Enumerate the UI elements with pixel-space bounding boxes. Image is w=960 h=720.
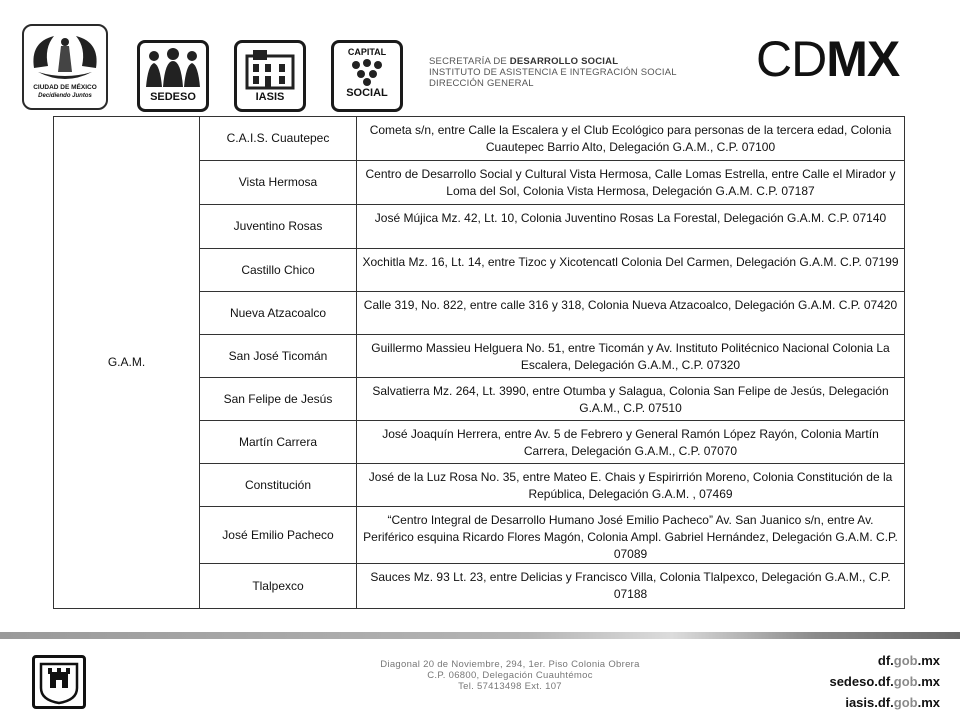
people-group-icon: [140, 47, 206, 89]
community-centers-table: [53, 116, 905, 609]
capital-social-logo: [331, 40, 403, 112]
city-shield-logo: [32, 655, 86, 709]
center-address-cell: Xochitla Mz. 16, Lt. 14, entre Tizoc y Xicotencatl Colonia Del Carmen, Delegación G.A.M. C.P. 07199: [357, 249, 905, 292]
link-sedeso[interactable]: sedeso.df.gob.mx: [829, 674, 940, 689]
center-name-cell: Tlalpexco: [200, 564, 357, 609]
sedeso-logo: [137, 40, 209, 112]
capital-social-line2: SOCIAL: [346, 87, 388, 99]
header-secretaria: SECRETARÍA DE DESARROLLO SOCIAL: [429, 56, 619, 67]
sedeso-logo-label: SEDESO: [150, 91, 196, 103]
link-df[interactable]: df.gob.mx: [877, 653, 940, 668]
center-name-cell: José Emilio Pacheco: [200, 507, 357, 564]
shield-icon: [35, 658, 83, 706]
cdmx-city-logo: [22, 24, 108, 110]
iasis-logo-label: IASIS: [255, 91, 285, 103]
delegation-cell: G.A.M.: [54, 117, 200, 609]
center-address-cell: José Mújica Mz. 42, Lt. 10, Colonia Juventino Rosas La Forestal, Delegación G.A.M. C.P. 07140: [357, 205, 905, 249]
center-address-cell: Calle 319, No. 822, entre calle 316 y 318, Colonia Nueva Atzacoalco, Delegación G.A.M. C.P. 07420: [357, 292, 905, 335]
center-name-cell: Nueva Atzacoalco: [200, 292, 357, 335]
center-address-cell: Centro de Desarrollo Social y Cultural Vista Hermosa, Calle Lomas Estrella, entre Calle el Mirador y Loma del Sol, Colonia Vista Hermosa, Delegación G.A.M. C.P. 07187: [357, 161, 905, 205]
center-name-cell: Castillo Chico: [200, 249, 357, 292]
header-direccion: DIRECCIÓN GENERAL: [429, 78, 534, 89]
institution-header: [429, 56, 677, 89]
footer-divider: [0, 632, 960, 639]
center-address-cell: José de la Luz Rosa No. 35, entre Mateo E. Chais y Espirirrión Moreno, Colonia Constitución de la República, Delegación G.A.M. , 07469: [357, 464, 905, 507]
center-address-cell: Cometa s/n, entre Calle la Escalera y el Club Ecológico para personas de la tercera edad, Colonia Cuautepec Barrio Alto, Delegación G.A.M., C.P. 07100: [357, 117, 905, 161]
footer-address-line3: Tel. 57413498 Ext. 107: [458, 681, 562, 692]
building-icon: [237, 46, 303, 90]
people-cluster-icon: [334, 58, 400, 86]
table-row: [54, 117, 905, 161]
center-name-cell: C.A.I.S. Cuautepec: [200, 117, 357, 161]
center-address-cell: Guillermo Massieu Helguera No. 51, entre Ticomán y Av. Instituto Politécnico Nacional Colonia La Escalera, Delegación G.A.M., C.P. 07320: [357, 335, 905, 378]
iasis-logo: [234, 40, 306, 112]
table-body: [54, 117, 905, 609]
capital-social-line1: CAPITAL: [347, 47, 387, 57]
center-address-cell: “Centro Integral de Desarrollo Humano José Emilio Pacheco” Av. San Juanico s/n, entre Av. Periférico esquina Ricardo Flores Magón, Colonia Ampl. Gabriel Hernández, Delegación G.A.M. C.P. 07089: [357, 507, 905, 564]
cdmx-logo-line2: Decidiendo Juntos: [38, 93, 92, 99]
center-address-cell: Salvatierra Mz. 264, Lt. 3990, entre Otumba y Salagua, Colonia San Felipe de Jesús, Delegación G.A.M., C.P. 07510: [357, 378, 905, 421]
footer-address: [330, 659, 690, 692]
angel-emblem-icon: [24, 28, 106, 88]
link-iasis[interactable]: iasis.df.gob.mx: [845, 695, 940, 710]
footer-address-line2: C.P. 06800, Delegación Cuauhtémoc: [427, 670, 593, 681]
footer-links: [829, 650, 940, 713]
center-name-cell: Vista Hermosa: [200, 161, 357, 205]
header-instituto: INSTITUTO DE ASISTENCIA E INTEGRACIÓN SOCIAL: [429, 67, 677, 78]
center-name-cell: Martín Carrera: [200, 421, 357, 464]
center-address-cell: Sauces Mz. 93 Lt. 23, entre Delicias y Francisco Villa, Colonia Tlalpexco, Delegación G.A.M., C.P. 07188: [357, 564, 905, 609]
center-name-cell: Juventino Rosas: [200, 205, 357, 249]
center-name-cell: Constitución: [200, 464, 357, 507]
footer-address-line1: Diagonal 20 de Noviembre, 294, 1er. Piso Colonia Obrera: [380, 659, 640, 670]
cdmx-wordmark: CDMX: [756, 31, 900, 87]
center-address-cell: José Joaquín Herrera, entre Av. 5 de Febrero y General Ramón López Rayón, Colonia Martín Carrera, Delegación G.A.M., C.P. 07070: [357, 421, 905, 464]
cdmx-logo-line1: CIUDAD DE MÉXICO: [33, 84, 97, 91]
center-name-cell: San Felipe de Jesús: [200, 378, 357, 421]
center-name-cell: San José Ticomán: [200, 335, 357, 378]
